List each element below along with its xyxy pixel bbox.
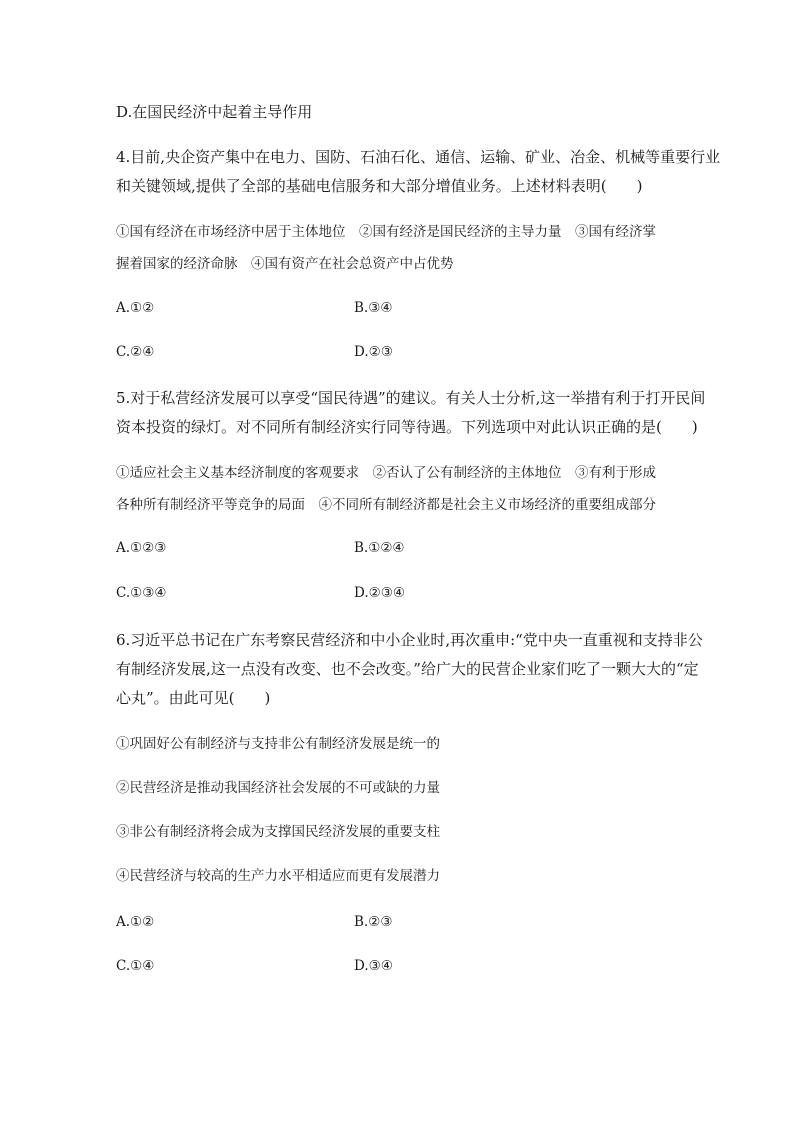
q5-statement-line-1: ①适应社会主义基本经济制度的客观要求 ②否认了公有制经济的主体地位 ③有利于形成 <box>116 465 656 481</box>
q5-choice-b[interactable]: B.①②④ <box>354 540 405 556</box>
q6-statement-1: ①巩固好公有制经济与支持非公有制经济发展是统一的 <box>116 736 440 752</box>
q4-choice-row-1 <box>116 298 393 318</box>
q6-statement-3: ③非公有制经济将会成为支撑国民经济发展的重要支柱 <box>116 824 440 840</box>
q4-statement-line-2: 握着国家的经济命脉 ④国有资产在社会总资产中占优势 <box>116 256 454 272</box>
prev-option-d: D.在国民经济中起着主导作用 <box>116 103 313 121</box>
q6-choice-row-1 <box>116 912 393 932</box>
q6-choice-c[interactable]: C.①④ <box>116 958 155 974</box>
q5-choice-d[interactable]: D.②③④ <box>354 585 405 601</box>
q6-statement-4: ④民营经济与较高的生产力水平相适应而更有发展潜力 <box>116 868 440 884</box>
q5-choice-a[interactable]: A.①②③ <box>116 540 167 556</box>
q6-choice-row-2 <box>116 956 393 976</box>
q6-choice-b[interactable]: B.②③ <box>354 914 393 930</box>
q4-choice-c[interactable]: C.②④ <box>116 344 155 360</box>
q4-choice-d[interactable]: D.②③ <box>354 344 393 360</box>
q4-stem-line-2: 和关键领域,提供了全部的基础电信服务和大部分增值业务。上述材料表明( ) <box>116 177 643 195</box>
q5-stem-line-2: 资本投资的绿灯。对不同所有制经济实行同等待遇。下列选项中对此认识正确的是( ) <box>116 418 698 436</box>
q5-statement-line-2: 各种所有制经济平等竞争的局面 ④不同所有制经济都是社会主义市场经济的重要组成部分 <box>116 497 656 513</box>
q4-choice-b[interactable]: B.③④ <box>354 300 393 316</box>
q4-choice-row-2 <box>116 342 393 362</box>
q6-stem-line-1: 6.习近平总书记在广东考察民营经济和中小企业时,再次重申:“党中央一直重视和支持非公 <box>116 631 703 649</box>
q4-stem-line-1: 4.目前,央企资产集中在电力、国防、石油石化、通信、运输、矿业、冶金、机械等重要行业 <box>116 148 721 166</box>
q6-stem-line-3: 心丸”。由此可见( ) <box>116 689 271 707</box>
q6-stem-line-2: 有制经济发展,这一点没有改变、也不会改变。”给广大的民营企业家们吃了一颗大大的“定 <box>116 660 699 678</box>
q6-choice-a[interactable]: A.①② <box>116 914 155 930</box>
q4-statement-line-1: ①国有经济在市场经济中居于主体地位 ②国有经济是国民经济的主导力量 ③国有经济掌 <box>116 224 656 240</box>
q4-choice-a[interactable]: A.①② <box>116 300 155 316</box>
q5-choice-row-1 <box>116 538 405 558</box>
q5-stem-line-1: 5.对于私营经济发展可以享受“国民待遇”的建议。有关人士分析,这一举措有利于打开民间 <box>116 389 706 407</box>
q5-choice-row-2 <box>116 583 405 603</box>
q6-statement-2: ②民营经济是推动我国经济社会发展的不可或缺的力量 <box>116 780 440 796</box>
q5-choice-c[interactable]: C.①③④ <box>116 585 167 601</box>
q6-choice-d[interactable]: D.③④ <box>354 958 393 974</box>
